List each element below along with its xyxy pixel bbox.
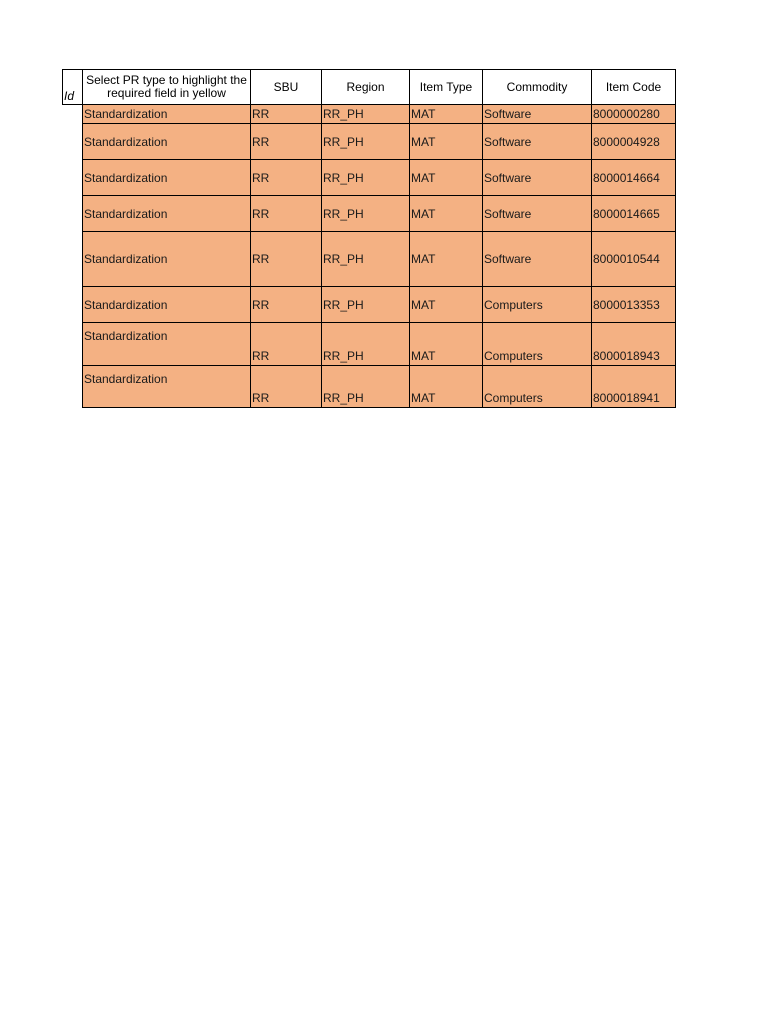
item-code-cell[interactable]: 8000013353 bbox=[592, 287, 676, 323]
id-cell[interactable] bbox=[63, 196, 83, 232]
item-code-cell[interactable]: 8000000280 bbox=[592, 105, 676, 124]
header-commodity[interactable]: Commodity bbox=[483, 70, 592, 105]
pr-type-cell[interactable]: Standardization bbox=[83, 366, 251, 408]
id-cell[interactable] bbox=[63, 366, 83, 408]
pr-type-cell[interactable]: Standardization bbox=[83, 105, 251, 124]
id-cell[interactable] bbox=[63, 124, 83, 160]
table-row bbox=[63, 105, 676, 124]
header-sbu[interactable]: SBU bbox=[251, 70, 322, 105]
spreadsheet-table bbox=[62, 69, 676, 408]
header-pr-type[interactable]: Select PR type to highlight the required field in yellow bbox=[83, 70, 251, 105]
id-cell[interactable] bbox=[63, 232, 83, 287]
pr-type-cell[interactable]: Standardization bbox=[83, 196, 251, 232]
id-cell[interactable] bbox=[63, 160, 83, 196]
sbu-cell[interactable]: RR bbox=[251, 323, 322, 366]
commodity-cell[interactable]: Computers bbox=[483, 366, 592, 408]
id-cell[interactable] bbox=[63, 105, 83, 124]
region-cell[interactable]: RR_PH bbox=[322, 196, 410, 232]
header-row bbox=[63, 70, 676, 105]
table-row bbox=[63, 160, 676, 196]
commodity-cell[interactable]: Computers bbox=[483, 323, 592, 366]
item-type-cell[interactable]: MAT bbox=[410, 105, 483, 124]
item-code-cell[interactable]: 8000004928 bbox=[592, 124, 676, 160]
commodity-cell[interactable]: Software bbox=[483, 196, 592, 232]
item-type-cell[interactable]: MAT bbox=[410, 323, 483, 366]
id-cell[interactable] bbox=[63, 323, 83, 366]
pr-type-cell[interactable]: Standardization bbox=[83, 287, 251, 323]
item-code-cell[interactable]: 8000014664 bbox=[592, 160, 676, 196]
table-row bbox=[63, 124, 676, 160]
commodity-cell[interactable]: Software bbox=[483, 124, 592, 160]
id-cell[interactable] bbox=[63, 287, 83, 323]
region-cell[interactable]: RR_PH bbox=[322, 287, 410, 323]
commodity-cell[interactable]: Software bbox=[483, 232, 592, 287]
sbu-cell[interactable]: RR bbox=[251, 124, 322, 160]
commodity-cell[interactable]: Software bbox=[483, 160, 592, 196]
commodity-cell[interactable]: Software bbox=[483, 105, 592, 124]
sbu-cell[interactable]: RR bbox=[251, 196, 322, 232]
item-code-cell[interactable]: 8000014665 bbox=[592, 196, 676, 232]
region-cell[interactable]: RR_PH bbox=[322, 232, 410, 287]
item-type-cell[interactable]: MAT bbox=[410, 124, 483, 160]
pr-type-cell[interactable]: Standardization bbox=[83, 232, 251, 287]
header-item-type[interactable]: Item Type bbox=[410, 70, 483, 105]
sbu-cell[interactable]: RR bbox=[251, 160, 322, 196]
item-type-cell[interactable]: MAT bbox=[410, 160, 483, 196]
pr-type-cell[interactable]: Standardization bbox=[83, 323, 251, 366]
table-row bbox=[63, 232, 676, 287]
table-row bbox=[63, 323, 676, 366]
item-code-cell[interactable]: 8000018943 bbox=[592, 323, 676, 366]
table-row bbox=[63, 287, 676, 323]
commodity-cell[interactable]: Computers bbox=[483, 287, 592, 323]
sbu-cell[interactable]: RR bbox=[251, 105, 322, 124]
region-cell[interactable]: RR_PH bbox=[322, 160, 410, 196]
region-cell[interactable]: RR_PH bbox=[322, 323, 410, 366]
region-cell[interactable]: RR_PH bbox=[322, 105, 410, 124]
sbu-cell[interactable]: RR bbox=[251, 287, 322, 323]
header-id[interactable]: Id bbox=[63, 70, 83, 105]
item-type-cell[interactable]: MAT bbox=[410, 232, 483, 287]
item-type-cell[interactable]: MAT bbox=[410, 287, 483, 323]
header-region[interactable]: Region bbox=[322, 70, 410, 105]
sbu-cell[interactable]: RR bbox=[251, 366, 322, 408]
item-type-cell[interactable]: MAT bbox=[410, 196, 483, 232]
pr-type-cell[interactable]: Standardization bbox=[83, 160, 251, 196]
table-row bbox=[63, 196, 676, 232]
item-type-cell[interactable]: MAT bbox=[410, 366, 483, 408]
sbu-cell[interactable]: RR bbox=[251, 232, 322, 287]
item-code-cell[interactable]: 8000018941 bbox=[592, 366, 676, 408]
header-item-code[interactable]: Item Code bbox=[592, 70, 676, 105]
table-row bbox=[63, 366, 676, 408]
region-cell[interactable]: RR_PH bbox=[322, 366, 410, 408]
item-code-cell[interactable]: 8000010544 bbox=[592, 232, 676, 287]
region-cell[interactable]: RR_PH bbox=[322, 124, 410, 160]
pr-type-cell[interactable]: Standardization bbox=[83, 124, 251, 160]
